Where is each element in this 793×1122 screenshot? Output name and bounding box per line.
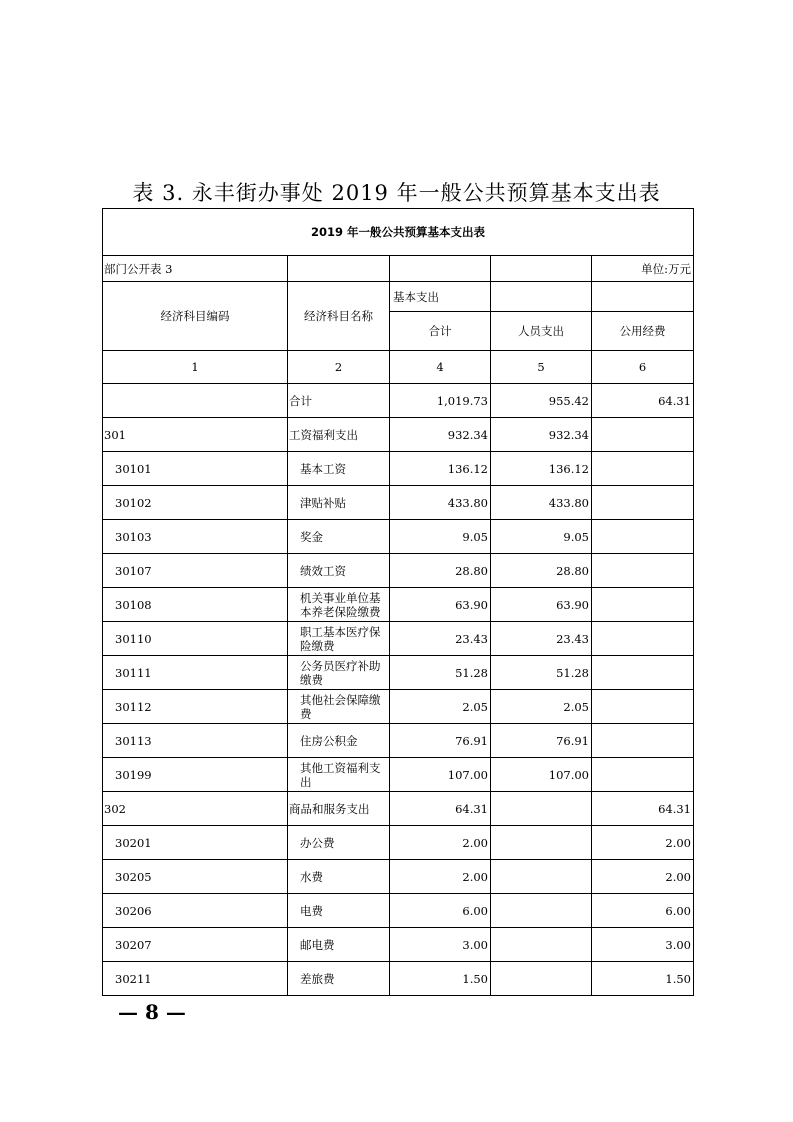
unit-label: 单位:万元: [592, 256, 694, 282]
table-row: [103, 418, 694, 452]
row-name: 基本工资: [288, 452, 390, 486]
empty-cell: [491, 282, 592, 312]
header-public: 公用经费: [592, 312, 694, 351]
row-name: 水费: [288, 860, 390, 894]
row-personnel: 76.91: [491, 724, 592, 758]
table-row: [103, 928, 694, 962]
row-personnel: 28.80: [491, 554, 592, 588]
row-name: 邮电费: [288, 928, 390, 962]
row-personnel: 63.90: [491, 588, 592, 622]
row-personnel: [491, 792, 592, 826]
row-personnel: 2.05: [491, 690, 592, 724]
row-public: [592, 452, 694, 486]
row-public: [592, 588, 694, 622]
row-total: 433.80: [390, 486, 491, 520]
row-total: 9.05: [390, 520, 491, 554]
row-public: 6.00: [592, 894, 694, 928]
row-name: 电费: [288, 894, 390, 928]
row-name: 住房公积金: [288, 724, 390, 758]
row-name: 机关事业单位基本养老保险缴费: [288, 588, 390, 622]
row-code: 30102: [103, 486, 288, 520]
row-code: 302: [103, 792, 288, 826]
row-total: 107.00: [390, 758, 491, 792]
row-name: 公务员医疗补助缴费: [288, 656, 390, 690]
row-public: 2.00: [592, 826, 694, 860]
header-basic: 基本支出: [390, 282, 491, 312]
row-total: 6.00: [390, 894, 491, 928]
row-total: 23.43: [390, 622, 491, 656]
header-code: 经济科目编码: [103, 282, 288, 351]
row-name: 绩效工资: [288, 554, 390, 588]
row-code: 30111: [103, 656, 288, 690]
empty-cell: [288, 256, 390, 282]
table-row: [103, 452, 694, 486]
row-personnel: [491, 962, 592, 996]
table-row: [103, 588, 694, 622]
col-number: 6: [592, 351, 694, 384]
row-public: [592, 656, 694, 690]
row-total: 2.00: [390, 826, 491, 860]
row-name: 奖金: [288, 520, 390, 554]
row-public: [592, 690, 694, 724]
header-total: 合计: [390, 312, 491, 351]
table-row: [103, 554, 694, 588]
table-row: [103, 486, 694, 520]
row-personnel: 932.34: [491, 418, 592, 452]
table-row: [103, 792, 694, 826]
row-code: 30199: [103, 758, 288, 792]
table-row: [103, 520, 694, 554]
table-row: [103, 894, 694, 928]
row-personnel: [491, 860, 592, 894]
table-row: [103, 758, 694, 792]
row-name: 津贴补贴: [288, 486, 390, 520]
col-number: 1: [103, 351, 288, 384]
document-title: 表 3. 永丰街办事处 2019 年一般公共预算基本支出表: [132, 181, 661, 205]
row-code: 30110: [103, 622, 288, 656]
empty-cell: [491, 256, 592, 282]
row-total: 932.34: [390, 418, 491, 452]
table-title: 2019 年一般公共预算基本支出表: [103, 209, 694, 256]
table-row: [103, 724, 694, 758]
row-name: 工资福利支出: [288, 418, 390, 452]
row-total: 136.12: [390, 452, 491, 486]
budget-table: [102, 208, 694, 996]
row-total: 2.00: [390, 860, 491, 894]
row-personnel: 23.43: [491, 622, 592, 656]
row-personnel: 107.00: [491, 758, 592, 792]
header-personnel: 人员支出: [491, 312, 592, 351]
row-personnel: 433.80: [491, 486, 592, 520]
row-public: [592, 758, 694, 792]
header-name: 经济科目名称: [288, 282, 390, 351]
col-number: 4: [390, 351, 491, 384]
table-row: [103, 826, 694, 860]
row-total: 3.00: [390, 928, 491, 962]
table-row: [103, 962, 694, 996]
row-public: [592, 622, 694, 656]
row-code: 30101: [103, 452, 288, 486]
row-code: 30107: [103, 554, 288, 588]
row-public: [592, 520, 694, 554]
row-personnel: 51.28: [491, 656, 592, 690]
dept-label: 部门公开表 3: [103, 256, 288, 282]
col-number: 5: [491, 351, 592, 384]
row-name: 差旅费: [288, 962, 390, 996]
empty-cell: [390, 256, 491, 282]
table-row: [103, 690, 694, 724]
row-code: 30205: [103, 860, 288, 894]
row-code: 301: [103, 418, 288, 452]
row-personnel: 9.05: [491, 520, 592, 554]
row-total: 63.90: [390, 588, 491, 622]
row-total: 2.05: [390, 690, 491, 724]
row-name: 商品和服务支出: [288, 792, 390, 826]
row-total: 1.50: [390, 962, 491, 996]
row-name: 其他工资福利支出: [288, 758, 390, 792]
empty-cell: [592, 282, 694, 312]
row-name: 合计: [288, 384, 390, 418]
row-code: 30207: [103, 928, 288, 962]
row-public: 2.00: [592, 860, 694, 894]
row-personnel: [491, 928, 592, 962]
row-public: [592, 554, 694, 588]
row-public: 1.50: [592, 962, 694, 996]
row-code: 30211: [103, 962, 288, 996]
row-total: 28.80: [390, 554, 491, 588]
table-row: [103, 860, 694, 894]
row-code: 30112: [103, 690, 288, 724]
row-code: 30103: [103, 520, 288, 554]
table-row: [103, 622, 694, 656]
row-code: [103, 384, 288, 418]
col-number: 2: [288, 351, 390, 384]
row-personnel: 955.42: [491, 384, 592, 418]
row-public: 64.31: [592, 384, 694, 418]
row-personnel: [491, 894, 592, 928]
row-code: 30206: [103, 894, 288, 928]
row-personnel: 136.12: [491, 452, 592, 486]
row-code: 30201: [103, 826, 288, 860]
row-total: 51.28: [390, 656, 491, 690]
row-code: 30108: [103, 588, 288, 622]
row-public: 3.00: [592, 928, 694, 962]
row-name: 其他社会保障缴费: [288, 690, 390, 724]
row-personnel: [491, 826, 592, 860]
row-public: [592, 486, 694, 520]
row-name: 办公费: [288, 826, 390, 860]
table-row: [103, 384, 694, 418]
row-public: 64.31: [592, 792, 694, 826]
row-total: 1,019.73: [390, 384, 491, 418]
row-total: 76.91: [390, 724, 491, 758]
row-public: [592, 418, 694, 452]
page-number: — 8 —: [118, 1000, 186, 1024]
row-public: [592, 724, 694, 758]
row-total: 64.31: [390, 792, 491, 826]
row-name: 职工基本医疗保险缴费: [288, 622, 390, 656]
table-row: [103, 656, 694, 690]
row-code: 30113: [103, 724, 288, 758]
